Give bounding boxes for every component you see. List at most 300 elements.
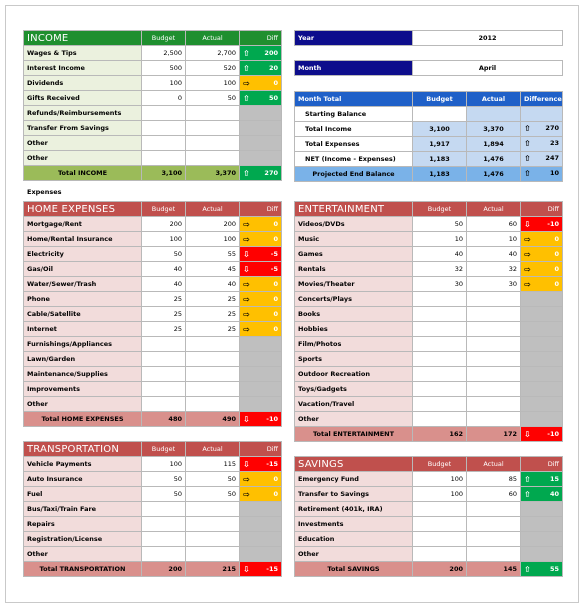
actual-cell[interactable]: 50 xyxy=(186,472,240,487)
actual-cell[interactable]: 40 xyxy=(467,247,521,262)
table-row xyxy=(295,547,563,562)
year-value[interactable]: 2012 xyxy=(413,31,563,46)
diff-value: 50 xyxy=(268,93,278,102)
budget-cell[interactable]: 100 xyxy=(142,457,186,472)
diff-cell xyxy=(240,262,282,277)
diff-cell xyxy=(240,562,282,577)
actual-cell[interactable]: 85 xyxy=(467,472,521,487)
summary-actual: 1,476 xyxy=(467,151,521,166)
arrow-right-icon: ⇨ xyxy=(524,234,531,244)
actual-cell[interactable] xyxy=(186,337,240,352)
table-row xyxy=(24,121,282,136)
budget-cell[interactable]: 100 xyxy=(142,76,186,91)
budget-cell[interactable]: 50 xyxy=(142,487,186,502)
home-expenses-table xyxy=(23,201,282,427)
arrow-up-icon: ⇧ xyxy=(524,139,531,148)
row-label: Other xyxy=(24,151,142,166)
summary-diff xyxy=(521,136,563,151)
actual-cell[interactable]: 100 xyxy=(186,232,240,247)
diff-value: 0 xyxy=(273,489,278,498)
home-expenses-block xyxy=(23,201,281,427)
budget-cell[interactable] xyxy=(142,337,186,352)
arrow-down-icon: ⇩ xyxy=(243,459,250,469)
table-row xyxy=(24,292,282,307)
budget-cell[interactable] xyxy=(413,517,467,532)
row-label: Other xyxy=(295,412,413,427)
table-row xyxy=(24,46,282,61)
arrow-down-icon: ⇩ xyxy=(243,249,250,259)
total-budget: 200 xyxy=(413,562,467,577)
actual-cell[interactable]: 200 xyxy=(186,217,240,232)
table-row xyxy=(295,277,563,292)
diff-cell xyxy=(240,352,282,367)
transportation-header-row xyxy=(24,442,282,457)
income-title: INCOME xyxy=(24,31,142,46)
arrow-right-icon: ⇨ xyxy=(243,234,250,244)
month-total-col-budget: Budget xyxy=(413,91,467,106)
actual-cell[interactable] xyxy=(467,307,521,322)
arrow-right-icon: ⇨ xyxy=(243,309,250,319)
diff-value: 0 xyxy=(273,279,278,288)
diff-value: 0 xyxy=(273,309,278,318)
total-label: Total ENTERTAINMENT xyxy=(295,427,413,442)
budget-cell[interactable]: 10 xyxy=(413,232,467,247)
row-label: Fuel xyxy=(24,487,142,502)
diff-cell xyxy=(240,547,282,562)
row-label: Registration/License xyxy=(24,532,142,547)
table-row xyxy=(295,217,563,232)
diff-cell xyxy=(240,517,282,532)
summary-label: Total Income xyxy=(295,121,413,136)
transportation-total-row xyxy=(24,562,282,577)
diff-value: 247 xyxy=(545,154,559,162)
diff-value: -10 xyxy=(266,414,278,423)
arrow-right-icon: ⇨ xyxy=(524,264,531,274)
total-budget: 162 xyxy=(413,427,467,442)
actual-cell[interactable] xyxy=(186,352,240,367)
actual-cell[interactable]: 2,700 xyxy=(186,46,240,61)
diff-cell xyxy=(521,412,563,427)
actual-cell[interactable]: 520 xyxy=(186,61,240,76)
actual-cell[interactable]: 45 xyxy=(186,262,240,277)
starting-balance-input[interactable] xyxy=(413,106,467,121)
budget-cell[interactable] xyxy=(413,547,467,562)
summary-row xyxy=(295,121,563,136)
diff-value: 10 xyxy=(549,169,559,177)
budget-cell[interactable]: 100 xyxy=(142,232,186,247)
total-actual: 145 xyxy=(467,562,521,577)
budget-cell[interactable]: 32 xyxy=(413,262,467,277)
actual-cell[interactable]: 25 xyxy=(186,322,240,337)
budget-cell[interactable] xyxy=(413,322,467,337)
actual-cell[interactable] xyxy=(467,322,521,337)
expenses-label: Expenses xyxy=(27,188,62,196)
diff-column-header: Diff xyxy=(240,202,282,217)
table-row xyxy=(24,457,282,472)
diff-cell xyxy=(240,337,282,352)
arrow-up-icon: ⇧ xyxy=(243,48,250,58)
budget-cell[interactable]: 50 xyxy=(413,217,467,232)
starting-balance-label: Starting Balance xyxy=(295,106,413,121)
arrow-right-icon: ⇨ xyxy=(243,219,250,229)
diff-cell xyxy=(521,292,563,307)
actual-cell[interactable] xyxy=(467,367,521,382)
actual-cell[interactable] xyxy=(186,502,240,517)
table-row xyxy=(24,352,282,367)
row-label: Outdoor Recreation xyxy=(295,367,413,382)
month-value[interactable]: April xyxy=(413,61,563,76)
arrow-up-icon: ⇧ xyxy=(243,93,250,103)
table-row xyxy=(24,487,282,502)
arrow-down-icon: ⇩ xyxy=(524,429,531,439)
arrow-down-icon: ⇩ xyxy=(524,219,531,229)
diff-value: 0 xyxy=(554,264,559,273)
row-label: Gas/Oil xyxy=(24,262,142,277)
diff-cell xyxy=(521,487,563,502)
entertainment-header-row xyxy=(295,202,563,217)
total-label: Total HOME EXPENSES xyxy=(24,412,142,427)
row-label: Transfer to Savings xyxy=(295,487,413,502)
projected-budget: 1,183 xyxy=(413,166,467,181)
budget-column-header: Budget xyxy=(413,202,467,217)
total-label: Total TRANSPORTATION xyxy=(24,562,142,577)
budget-cell[interactable] xyxy=(413,412,467,427)
diff-cell xyxy=(240,487,282,502)
arrow-up-icon: ⇧ xyxy=(524,169,531,178)
diff-cell xyxy=(521,337,563,352)
projected-actual: 1,476 xyxy=(467,166,521,181)
arrow-right-icon: ⇨ xyxy=(243,324,250,334)
row-label: Concerts/Plays xyxy=(295,292,413,307)
actual-cell[interactable] xyxy=(467,532,521,547)
row-label: Other xyxy=(24,136,142,151)
row-label: Vacation/Travel xyxy=(295,397,413,412)
diff-cell xyxy=(521,502,563,517)
budget-cell[interactable]: 2,500 xyxy=(142,46,186,61)
budget-cell[interactable]: 25 xyxy=(142,292,186,307)
home-expenses-header-row xyxy=(24,202,282,217)
diff-value: 55 xyxy=(549,564,559,573)
actual-column-header: Actual xyxy=(186,202,240,217)
empty-cell xyxy=(521,106,563,121)
diff-value: -15 xyxy=(266,564,278,573)
arrow-right-icon: ⇨ xyxy=(243,294,250,304)
table-row xyxy=(295,487,563,502)
arrow-down-icon: ⇩ xyxy=(243,564,250,574)
diff-cell xyxy=(240,457,282,472)
row-label: Music xyxy=(295,232,413,247)
actual-cell[interactable]: 10 xyxy=(467,232,521,247)
budget-cell[interactable]: 100 xyxy=(413,487,467,502)
budget-cell[interactable]: 40 xyxy=(142,262,186,277)
budget-cell[interactable] xyxy=(142,151,186,166)
table-row xyxy=(295,517,563,532)
budget-cell[interactable] xyxy=(413,382,467,397)
diff-cell xyxy=(521,232,563,247)
actual-cell[interactable] xyxy=(186,106,240,121)
budget-cell[interactable] xyxy=(142,367,186,382)
actual-cell[interactable] xyxy=(467,292,521,307)
arrow-right-icon: ⇨ xyxy=(243,489,250,499)
row-label: Rentals xyxy=(295,262,413,277)
diff-value: 0 xyxy=(273,234,278,243)
row-label: Phone xyxy=(24,292,142,307)
row-label: Sports xyxy=(295,352,413,367)
actual-cell[interactable] xyxy=(467,337,521,352)
budget-cell[interactable] xyxy=(142,106,186,121)
actual-column-header: Actual xyxy=(186,442,240,457)
budget-cell[interactable]: 50 xyxy=(142,247,186,262)
budget-cell[interactable] xyxy=(142,532,186,547)
actual-column-header: Actual xyxy=(467,202,521,217)
table-row xyxy=(295,412,563,427)
row-label: Auto Insurance xyxy=(24,472,142,487)
actual-cell[interactable] xyxy=(467,502,521,517)
diff-cell xyxy=(521,562,563,577)
actual-column-header: Actual xyxy=(467,457,521,472)
row-label: Lawn/Garden xyxy=(24,352,142,367)
budget-cell[interactable] xyxy=(413,337,467,352)
budget-cell[interactable]: 50 xyxy=(142,472,186,487)
diff-cell xyxy=(521,382,563,397)
actual-column-header: Actual xyxy=(186,31,240,46)
table-row xyxy=(295,292,563,307)
diff-column-header: Diff xyxy=(521,202,563,217)
budget-cell[interactable] xyxy=(413,367,467,382)
actual-cell[interactable] xyxy=(467,547,521,562)
diff-value: 20 xyxy=(268,63,278,72)
arrow-up-icon: ⇧ xyxy=(243,63,250,73)
arrow-up-icon: ⇧ xyxy=(524,474,531,484)
summary-block xyxy=(294,30,562,182)
row-label: Maintenance/Supplies xyxy=(24,367,142,382)
row-label: Toys/Gadgets xyxy=(295,382,413,397)
budget-cell[interactable]: 40 xyxy=(413,247,467,262)
actual-cell[interactable] xyxy=(467,382,521,397)
actual-cell[interactable]: 60 xyxy=(467,217,521,232)
home-expenses-total-row xyxy=(24,412,282,427)
actual-cell[interactable] xyxy=(467,397,521,412)
total-budget: 3,100 xyxy=(142,166,186,181)
row-label: Transfer From Savings xyxy=(24,121,142,136)
month-total-col-label: Month Total xyxy=(295,91,413,106)
budget-cell[interactable] xyxy=(142,352,186,367)
row-label: Mortgage/Rent xyxy=(24,217,142,232)
actual-cell[interactable] xyxy=(186,151,240,166)
table-row xyxy=(295,502,563,517)
arrow-down-icon: ⇩ xyxy=(243,414,250,424)
actual-cell[interactable] xyxy=(186,136,240,151)
diff-cell xyxy=(240,232,282,247)
row-label: Gifts Received xyxy=(24,91,142,106)
total-actual: 215 xyxy=(186,562,240,577)
diff-cell xyxy=(240,61,282,76)
actual-cell[interactable] xyxy=(467,352,521,367)
table-row xyxy=(295,262,563,277)
table-row xyxy=(295,322,563,337)
budget-cell[interactable] xyxy=(413,397,467,412)
row-label: Games xyxy=(295,247,413,262)
actual-cell[interactable]: 55 xyxy=(186,247,240,262)
actual-cell[interactable] xyxy=(467,517,521,532)
diff-cell xyxy=(240,166,282,181)
projected-end-balance-row xyxy=(295,166,563,181)
budget-cell[interactable] xyxy=(413,502,467,517)
diff-value: 0 xyxy=(273,219,278,228)
row-label: Water/Sewer/Trash xyxy=(24,277,142,292)
month-label: Month xyxy=(295,61,413,76)
diff-cell xyxy=(521,367,563,382)
diff-value: 0 xyxy=(273,78,278,87)
actual-cell[interactable]: 50 xyxy=(186,91,240,106)
month-total-header xyxy=(295,91,563,106)
budget-cell[interactable]: 100 xyxy=(413,472,467,487)
income-block xyxy=(23,30,281,181)
budget-cell[interactable] xyxy=(142,136,186,151)
actual-cell[interactable] xyxy=(186,382,240,397)
arrow-down-icon: ⇩ xyxy=(243,264,250,274)
diff-cell xyxy=(240,397,282,412)
budget-cell[interactable]: 200 xyxy=(142,217,186,232)
arrow-up-icon: ⇧ xyxy=(524,489,531,499)
diff-cell xyxy=(521,547,563,562)
budget-cell[interactable]: 25 xyxy=(142,307,186,322)
diff-value: 0 xyxy=(554,234,559,243)
diff-column-header: Diff xyxy=(240,31,282,46)
table-row xyxy=(24,532,282,547)
diff-cell xyxy=(240,121,282,136)
diff-value: 200 xyxy=(264,48,278,57)
budget-column-header: Budget xyxy=(142,202,186,217)
budget-cell[interactable] xyxy=(142,502,186,517)
diff-cell xyxy=(240,277,282,292)
row-label: Retirement (401k, IRA) xyxy=(295,502,413,517)
budget-cell[interactable] xyxy=(413,532,467,547)
budget-cell[interactable]: 500 xyxy=(142,61,186,76)
total-budget: 480 xyxy=(142,412,186,427)
total-label: Total INCOME xyxy=(24,166,142,181)
budget-cell[interactable]: 30 xyxy=(413,277,467,292)
summary-actual: 1,894 xyxy=(467,136,521,151)
diff-cell xyxy=(521,277,563,292)
budget-cell[interactable] xyxy=(413,352,467,367)
diff-cell xyxy=(521,217,563,232)
actual-cell[interactable]: 115 xyxy=(186,457,240,472)
table-row xyxy=(295,532,563,547)
diff-cell xyxy=(521,322,563,337)
actual-cell[interactable]: 40 xyxy=(186,277,240,292)
row-label: Other xyxy=(24,397,142,412)
budget-cell[interactable] xyxy=(142,547,186,562)
year-label: Year xyxy=(295,31,413,46)
diff-cell xyxy=(521,352,563,367)
savings-title: SAVINGS xyxy=(295,457,413,472)
summary-row xyxy=(295,151,563,166)
diff-cell xyxy=(240,151,282,166)
row-label: Cable/Satellite xyxy=(24,307,142,322)
starting-balance-row xyxy=(295,106,563,121)
diff-cell xyxy=(521,262,563,277)
budget-cell[interactable] xyxy=(413,307,467,322)
budget-cell[interactable] xyxy=(142,121,186,136)
diff-cell xyxy=(240,106,282,121)
budget-cell[interactable] xyxy=(413,292,467,307)
actual-cell[interactable]: 30 xyxy=(467,277,521,292)
actual-cell[interactable] xyxy=(186,517,240,532)
summary-label: NET (Income - Expenses) xyxy=(295,151,413,166)
table-row xyxy=(24,61,282,76)
projected-diff xyxy=(521,166,563,181)
actual-cell[interactable]: 60 xyxy=(467,487,521,502)
table-row xyxy=(295,367,563,382)
budget-cell[interactable]: 0 xyxy=(142,91,186,106)
table-row xyxy=(24,232,282,247)
table-row xyxy=(24,382,282,397)
row-label: Interest Income xyxy=(24,61,142,76)
table-row xyxy=(24,472,282,487)
actual-cell[interactable]: 32 xyxy=(467,262,521,277)
diff-cell xyxy=(240,322,282,337)
table-row xyxy=(24,397,282,412)
actual-cell[interactable]: 25 xyxy=(186,292,240,307)
diff-cell xyxy=(521,307,563,322)
table-row xyxy=(24,151,282,166)
budget-cell[interactable] xyxy=(142,397,186,412)
diff-cell xyxy=(240,76,282,91)
total-actual: 3,370 xyxy=(186,166,240,181)
diff-cell xyxy=(521,247,563,262)
actual-cell[interactable]: 50 xyxy=(186,487,240,502)
actual-cell[interactable] xyxy=(186,367,240,382)
row-label: Hobbies xyxy=(295,322,413,337)
savings-total-row xyxy=(295,562,563,577)
table-row xyxy=(24,262,282,277)
savings-header-row xyxy=(295,457,563,472)
budget-cell[interactable]: 40 xyxy=(142,277,186,292)
actual-cell[interactable] xyxy=(186,121,240,136)
row-label: Film/Photos xyxy=(295,337,413,352)
budget-cell[interactable]: 25 xyxy=(142,322,186,337)
budget-cell[interactable] xyxy=(142,382,186,397)
table-row xyxy=(24,76,282,91)
total-label: Total SAVINGS xyxy=(295,562,413,577)
actual-cell[interactable] xyxy=(186,397,240,412)
row-label: Repairs xyxy=(24,517,142,532)
summary-actual: 3,370 xyxy=(467,121,521,136)
actual-cell[interactable]: 100 xyxy=(186,76,240,91)
arrow-right-icon: ⇨ xyxy=(524,279,531,289)
actual-cell[interactable]: 25 xyxy=(186,307,240,322)
diff-cell xyxy=(240,382,282,397)
diff-cell xyxy=(240,412,282,427)
diff-column-header: Diff xyxy=(240,442,282,457)
diff-value: 40 xyxy=(549,489,559,498)
table-row xyxy=(24,247,282,262)
month-total-col-actual: Actual xyxy=(467,91,521,106)
savings-block xyxy=(294,456,562,577)
actual-cell[interactable] xyxy=(467,412,521,427)
empty-cell xyxy=(467,106,521,121)
table-row xyxy=(295,382,563,397)
table-row xyxy=(295,337,563,352)
actual-cell[interactable] xyxy=(186,547,240,562)
actual-cell[interactable] xyxy=(186,532,240,547)
transportation-table xyxy=(23,441,282,577)
diff-cell xyxy=(240,46,282,61)
entertainment-table xyxy=(294,201,563,442)
budget-cell[interactable] xyxy=(142,517,186,532)
budget-column-header: Budget xyxy=(413,457,467,472)
